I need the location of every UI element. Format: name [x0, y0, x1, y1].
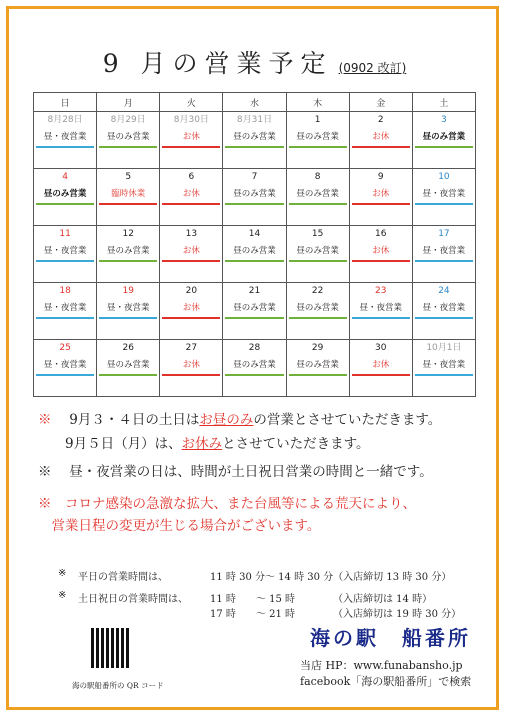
date-cell: 24	[412, 283, 475, 300]
date-cell: 15	[286, 226, 349, 243]
spacer-cell	[349, 319, 412, 340]
date-cell: 20	[160, 283, 223, 300]
spacer-cell	[286, 319, 349, 340]
status-label: 昼・夜営業	[43, 246, 87, 256]
status-cell	[349, 356, 412, 376]
status-label: 臨時休業	[111, 189, 146, 199]
status-label: お休	[182, 303, 200, 313]
weekday-sun: 日	[34, 93, 97, 112]
holiday-lunch-time: 11 時 ～ 15 時	[210, 594, 295, 605]
note-5	[38, 514, 320, 534]
facebook-text: facebook「海の駅船番所」で検索	[300, 675, 472, 688]
status-label: 昼のみ営業	[106, 360, 150, 370]
weekday-hours-label: 平日の営業時間は、	[78, 572, 168, 583]
qr-caption: 海の駅船番所の QR コード	[72, 681, 164, 690]
status-cell	[412, 242, 475, 262]
date-row	[34, 340, 476, 357]
status-label: 昼のみ営業	[233, 360, 276, 370]
status-label: お休	[182, 132, 200, 142]
status-label: お休	[372, 360, 390, 370]
status-cell	[34, 356, 97, 376]
note-3-text: 昼・夜営業の日は、時間が土日祝日営業の時間と一緒です。	[69, 464, 433, 480]
note-2-pre: 9月５日（月）は、	[65, 436, 182, 452]
status-cell	[160, 242, 223, 262]
note-mark: ※	[38, 464, 52, 480]
status-cell	[223, 356, 286, 376]
spacer-cell	[223, 205, 286, 226]
spacer-cell	[349, 148, 412, 169]
date-cell: 16	[349, 226, 412, 243]
date-cell: 10月1日	[412, 340, 475, 357]
spacer-cell	[286, 376, 349, 397]
spacer-cell	[349, 205, 412, 226]
status-label: 昼のみ営業	[233, 303, 276, 313]
status-label: 昼・夜営業	[422, 246, 466, 256]
status-label: 昼のみ営業	[296, 246, 339, 256]
holiday-dinner-note: （入店締切は 19 時 30 分）	[333, 609, 462, 620]
note-2	[38, 432, 370, 452]
spacer-cell	[160, 319, 223, 340]
note-1-pre: 9月３・４日の土日は	[69, 412, 200, 428]
status-cell	[223, 242, 286, 262]
spacer-cell	[34, 376, 97, 397]
status-cell	[349, 128, 412, 148]
date-cell: 4	[34, 169, 97, 186]
date-cell: 9	[349, 169, 412, 186]
spacer-cell	[160, 262, 223, 283]
weekday-wed: 水	[223, 93, 286, 112]
spacer-cell	[223, 319, 286, 340]
status-cell	[349, 299, 412, 319]
status-label: お休	[372, 246, 390, 256]
status-label: 昼のみ営業	[296, 303, 339, 313]
date-cell: 23	[349, 283, 412, 300]
spacer-cell	[34, 205, 97, 226]
status-cell	[412, 299, 475, 319]
spacer-cell	[349, 262, 412, 283]
spacer-cell	[412, 319, 475, 340]
status-label: 昼のみ営業	[233, 246, 276, 256]
spacer-cell	[349, 376, 412, 397]
date-cell: 8	[286, 169, 349, 186]
status-label: 昼・夜営業	[43, 303, 87, 313]
spacer-cell	[286, 262, 349, 283]
date-cell: 18	[34, 283, 97, 300]
spacer-cell	[160, 376, 223, 397]
note-3	[38, 460, 433, 480]
status-cell	[286, 242, 349, 262]
date-cell: 8月28日	[34, 112, 97, 129]
qr-code[interactable]	[91, 628, 131, 668]
weekday-mon: 月	[97, 93, 160, 112]
date-cell: 1	[286, 112, 349, 129]
status-cell	[286, 356, 349, 376]
date-cell: 19	[97, 283, 160, 300]
spacer-cell	[412, 205, 475, 226]
spacer-cell	[412, 262, 475, 283]
status-cell	[160, 299, 223, 319]
calendar	[33, 92, 476, 397]
status-cell	[97, 128, 160, 148]
spacer-cell	[160, 205, 223, 226]
date-cell: 8月31日	[223, 112, 286, 129]
status-cell	[223, 185, 286, 205]
status-row	[34, 185, 476, 205]
status-cell	[286, 128, 349, 148]
title-text: 9 月の営業予定	[102, 49, 333, 78]
date-cell: 25	[34, 340, 97, 357]
revision-label: (0902 改訂)	[338, 61, 407, 75]
shop-logo: 海の駅 船番所	[310, 626, 471, 650]
status-label: 昼・夜営業	[43, 360, 87, 370]
status-cell	[349, 185, 412, 205]
status-cell	[160, 356, 223, 376]
spacer-row	[34, 376, 476, 397]
date-cell: 14	[223, 226, 286, 243]
status-cell	[97, 299, 160, 319]
spacer-cell	[286, 205, 349, 226]
website-text[interactable]: 当店 HP：www.funabansho.jp	[300, 659, 463, 672]
date-cell: 13	[160, 226, 223, 243]
note-1-post: の営業とさせていただきます。	[253, 412, 442, 428]
weekday-thu: 木	[286, 93, 349, 112]
status-cell	[97, 185, 160, 205]
status-cell	[412, 185, 475, 205]
spacer-cell	[97, 262, 160, 283]
status-cell	[34, 128, 97, 148]
weekday-sat: 土	[412, 93, 475, 112]
status-cell	[286, 185, 349, 205]
spacer-cell	[412, 148, 475, 169]
status-label: 昼・夜営業	[106, 303, 150, 313]
status-label: お休	[182, 360, 200, 370]
note-mark: ※	[38, 496, 52, 512]
page-title	[0, 44, 509, 80]
date-row	[34, 169, 476, 186]
status-label: 昼のみ営業	[233, 132, 276, 142]
status-cell	[223, 128, 286, 148]
status-cell	[97, 356, 160, 376]
date-cell: 22	[286, 283, 349, 300]
spacer-row	[34, 205, 476, 226]
status-cell	[34, 242, 97, 262]
status-label: 昼のみ営業	[422, 132, 466, 142]
status-cell	[286, 299, 349, 319]
status-label: 昼・夜営業	[422, 189, 466, 199]
status-label: 昼のみ営業	[43, 189, 87, 199]
spacer-cell	[160, 148, 223, 169]
date-cell: 27	[160, 340, 223, 357]
holiday-lunch-note: （入店締切は 14 時）	[333, 594, 433, 605]
spacer-cell	[412, 376, 475, 397]
weekday-hours-time: 11 時 30 分～ 14 時 30 分（入店締切 13 時 30 分）	[210, 572, 452, 583]
status-label: お休	[182, 189, 200, 199]
date-cell: 12	[97, 226, 160, 243]
spacer-cell	[223, 262, 286, 283]
note-2-highlight: お休み	[181, 436, 223, 452]
status-label: 昼・夜営業	[43, 132, 87, 142]
spacer-cell	[34, 262, 97, 283]
date-cell: 17	[412, 226, 475, 243]
spacer-row	[34, 262, 476, 283]
status-row	[34, 356, 476, 376]
status-cell	[412, 128, 475, 148]
spacer-row	[34, 319, 476, 340]
date-cell: 8月30日	[160, 112, 223, 129]
date-cell: 2	[349, 112, 412, 129]
status-label: 昼のみ営業	[296, 132, 339, 142]
spacer-cell	[223, 376, 286, 397]
spacer-cell	[34, 148, 97, 169]
date-cell: 26	[97, 340, 160, 357]
status-row	[34, 242, 476, 262]
status-label: 昼・夜営業	[422, 360, 466, 370]
status-label: お休	[182, 246, 200, 256]
date-cell: 3	[412, 112, 475, 129]
status-cell	[160, 128, 223, 148]
spacer-cell	[97, 319, 160, 340]
date-row	[34, 283, 476, 300]
spacer-cell	[34, 319, 97, 340]
date-cell: 6	[160, 169, 223, 186]
status-label: 昼・夜営業	[422, 303, 466, 313]
status-label: 昼のみ営業	[106, 132, 150, 142]
holiday-hours-mark: ※	[58, 590, 67, 601]
status-label: お休	[372, 189, 390, 199]
spacer-cell	[97, 376, 160, 397]
spacer-row	[34, 148, 476, 169]
holiday-hours-label: 土日祝日の営業時間は、	[78, 594, 188, 605]
note-4-text: コロナ感染の急激な拡大、また台風等による荒天により、	[65, 496, 416, 512]
spacer-cell	[97, 205, 160, 226]
status-cell	[412, 356, 475, 376]
status-cell	[97, 242, 160, 262]
date-cell: 7	[223, 169, 286, 186]
status-cell	[160, 185, 223, 205]
spacer-cell	[97, 148, 160, 169]
date-row	[34, 112, 476, 129]
status-label: 昼のみ営業	[106, 246, 150, 256]
note-5-text: 営業日程の変更が生じる場合がございます。	[51, 518, 321, 534]
status-cell	[223, 299, 286, 319]
status-label: 昼のみ営業	[296, 189, 339, 199]
status-row	[34, 128, 476, 148]
spacer-cell	[223, 148, 286, 169]
weekday-tue: 火	[160, 93, 223, 112]
date-cell: 10	[412, 169, 475, 186]
date-row	[34, 226, 476, 243]
spacer-cell	[286, 148, 349, 169]
status-cell	[34, 185, 97, 205]
date-cell: 30	[349, 340, 412, 357]
note-mark: ※	[38, 412, 52, 428]
date-cell: 8月29日	[97, 112, 160, 129]
date-cell: 29	[286, 340, 349, 357]
weekday-fri: 金	[349, 93, 412, 112]
status-label: 昼・夜営業	[359, 303, 403, 313]
note-1-highlight: お昼のみ	[199, 412, 254, 428]
note-4	[38, 492, 416, 512]
date-cell: 5	[97, 169, 160, 186]
status-label: お休	[372, 132, 390, 142]
status-cell	[349, 242, 412, 262]
date-cell: 11	[34, 226, 97, 243]
status-label: 昼のみ営業	[296, 360, 339, 370]
weekday-hours-mark: ※	[58, 568, 67, 579]
status-cell	[34, 299, 97, 319]
note-1	[38, 408, 441, 428]
note-2-post: とさせていただきます。	[222, 436, 370, 452]
date-cell: 21	[223, 283, 286, 300]
date-cell: 28	[223, 340, 286, 357]
status-row	[34, 299, 476, 319]
holiday-dinner-time: 17 時 ～ 21 時	[210, 609, 295, 620]
status-label: 昼のみ営業	[233, 189, 276, 199]
weekday-header	[34, 93, 476, 112]
